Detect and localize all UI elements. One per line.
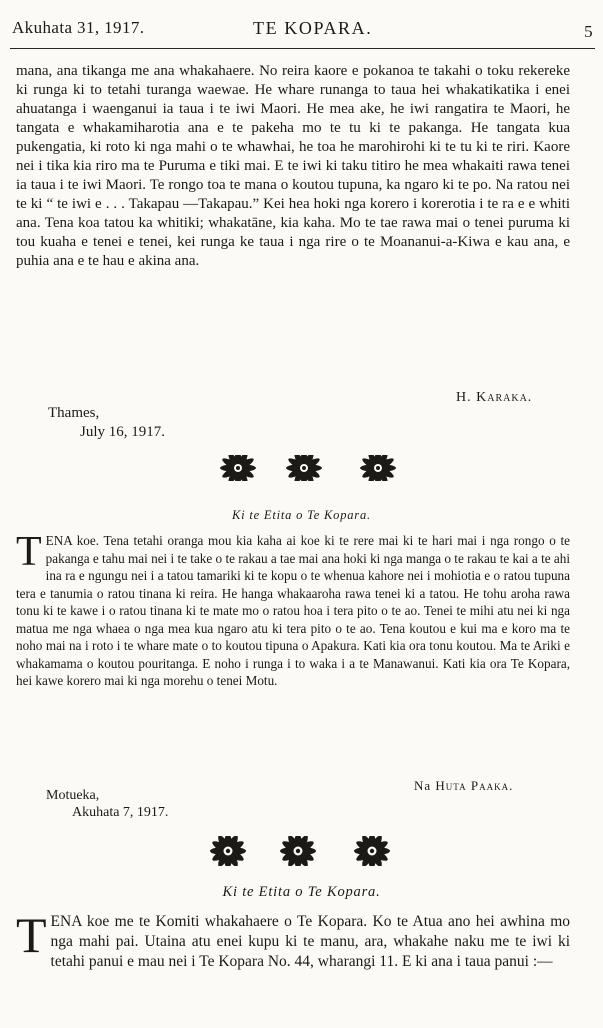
daisy-flower-icon — [208, 836, 248, 866]
letter2-body — [16, 529, 570, 690]
letter1-date: July 16, 1917. — [80, 424, 166, 440]
page-header — [10, 8, 595, 49]
letter2-dropcap: T — [16, 529, 42, 575]
letter2-signature-name: Huta Paaka. — [435, 778, 514, 793]
letter1-place: Thames, — [48, 405, 100, 421]
letter2-paragraph: ENA koe. Tena tetahi oranga mou kia kaha ai koe ki te rere mai ki te hari mai i nga rongo o te pakanga e tahu mai nei i te take o te rakau a tae mai ana hoki ki nga manga o te rakau te kai a te ahi ina ra e ngungu nei i a tatou tamariki ki te kopu o te whenua kahore nei i mohiotia e o ratou tupuna tera e tanumia o ratou tinana ki reira. He hanga whakaaroha rawa tenei ki a tatou. He tohu aroha rawa tonu ki te kawe i o ratou tinana ki te mate mo o ratou hoa i tera pito o te ao. Tenei te mihi atu nei ki nga matua me nga whaea o nga mea kua ngaro atu ki tera pito o te ao. Tena koutou e kui ma e koro ma te noho mai na i roto i te whare mate o to koutou tipuna o Apakura. Kati kia ora tonu koutou. Ma te Ariki e whakamama o koutou pouritanga. E noho i runga i to waka i a te Manawanui. Kati kia ora Te Kopara, hei kawe korero mai ki nga morehu o tenei Motu. — [16, 533, 570, 688]
letter3-caption: Ki te Etita o Te Kopara. — [222, 884, 381, 900]
letter1-paragraph: mana, ana tikanga me ana whakahaere. No reira kaore e pokanoa te takahi o toku rekereke ki runga ki to tetahi turanga waewae. He whare runanga to taua hei whakatikatika i enei ahuatanga i waenganui ia taua i te iwi Maori. He mea ake, he iwi rangatira te Maori, he tangata e whakamiharotia ana e te pakeha mo te tu ki te pakanga. He tangata kua pukengatia, ki roto ki nga mahi o te whawhai, he toa he marohirohi ki te tu ki te riri. Kaore nei i tika kia riro ma te Puruma e tiki mai. E te iwi ki taku titiro he mea whakaiti rawa tenei ia taua i te iwi Maori. Te rongo toa te mana o koutou tupuna, ka ngaro ki te po. Na ratou nei te ki “ te iwi e . . . Takapau —Takapau.” Kei hea hoki nga korero i korerotia i te ra e e whiti ana. Tena koa tatou ka whitiki; whakatāne, kia kaha. Mo te tae rawa mai o tenei puruma ki tou kuaha e tenei e tenei, kei runga ke taua i nga rire o te Moananui-a-Kiwa e kau ana, e puhia ana e te hau e akina ana. — [16, 63, 570, 269]
letter1-signature-initial: H. K — [456, 390, 488, 405]
letter2-place: Motueka, — [46, 788, 100, 803]
letter2-signature-prefix: Na — [414, 778, 436, 793]
letter3-body — [16, 907, 570, 972]
publication-title: TE KOPARA. — [253, 18, 373, 38]
daisy-flower-icon — [358, 455, 398, 481]
letter2-signature — [414, 778, 513, 794]
daisy-flower-icon — [278, 836, 318, 866]
page-number: 5 — [584, 22, 593, 41]
letter3-paragraph: ENA koe me te Komiti whakahaere o Te Kopara. Ko te Atua ano hei awhina mo nga mahi pai. Utaina atu enei kupu ki te manu, ara, whakahe naku me te iwi ki tetahi panui e mau nei i Te Kopara No. 44, wharangi 11. E ki ana i taua panui :— — [50, 913, 570, 970]
daisy-flower-icon — [284, 455, 324, 481]
letter2-date: Akuhata 7, 1917. — [72, 805, 169, 820]
letter3-dropcap: T — [16, 907, 47, 963]
daisy-flower-icon — [352, 836, 392, 866]
ornament-row — [0, 836, 603, 866]
letter1-signature — [456, 390, 532, 406]
letter1-signature-rest: araka. — [487, 390, 533, 405]
issue-date: Akuhata 31, 1917. — [12, 18, 145, 37]
ornament-row — [0, 455, 603, 485]
letter2-caption: Ki te Etita o Te Kopara. — [232, 508, 371, 522]
daisy-flower-icon — [218, 455, 258, 481]
